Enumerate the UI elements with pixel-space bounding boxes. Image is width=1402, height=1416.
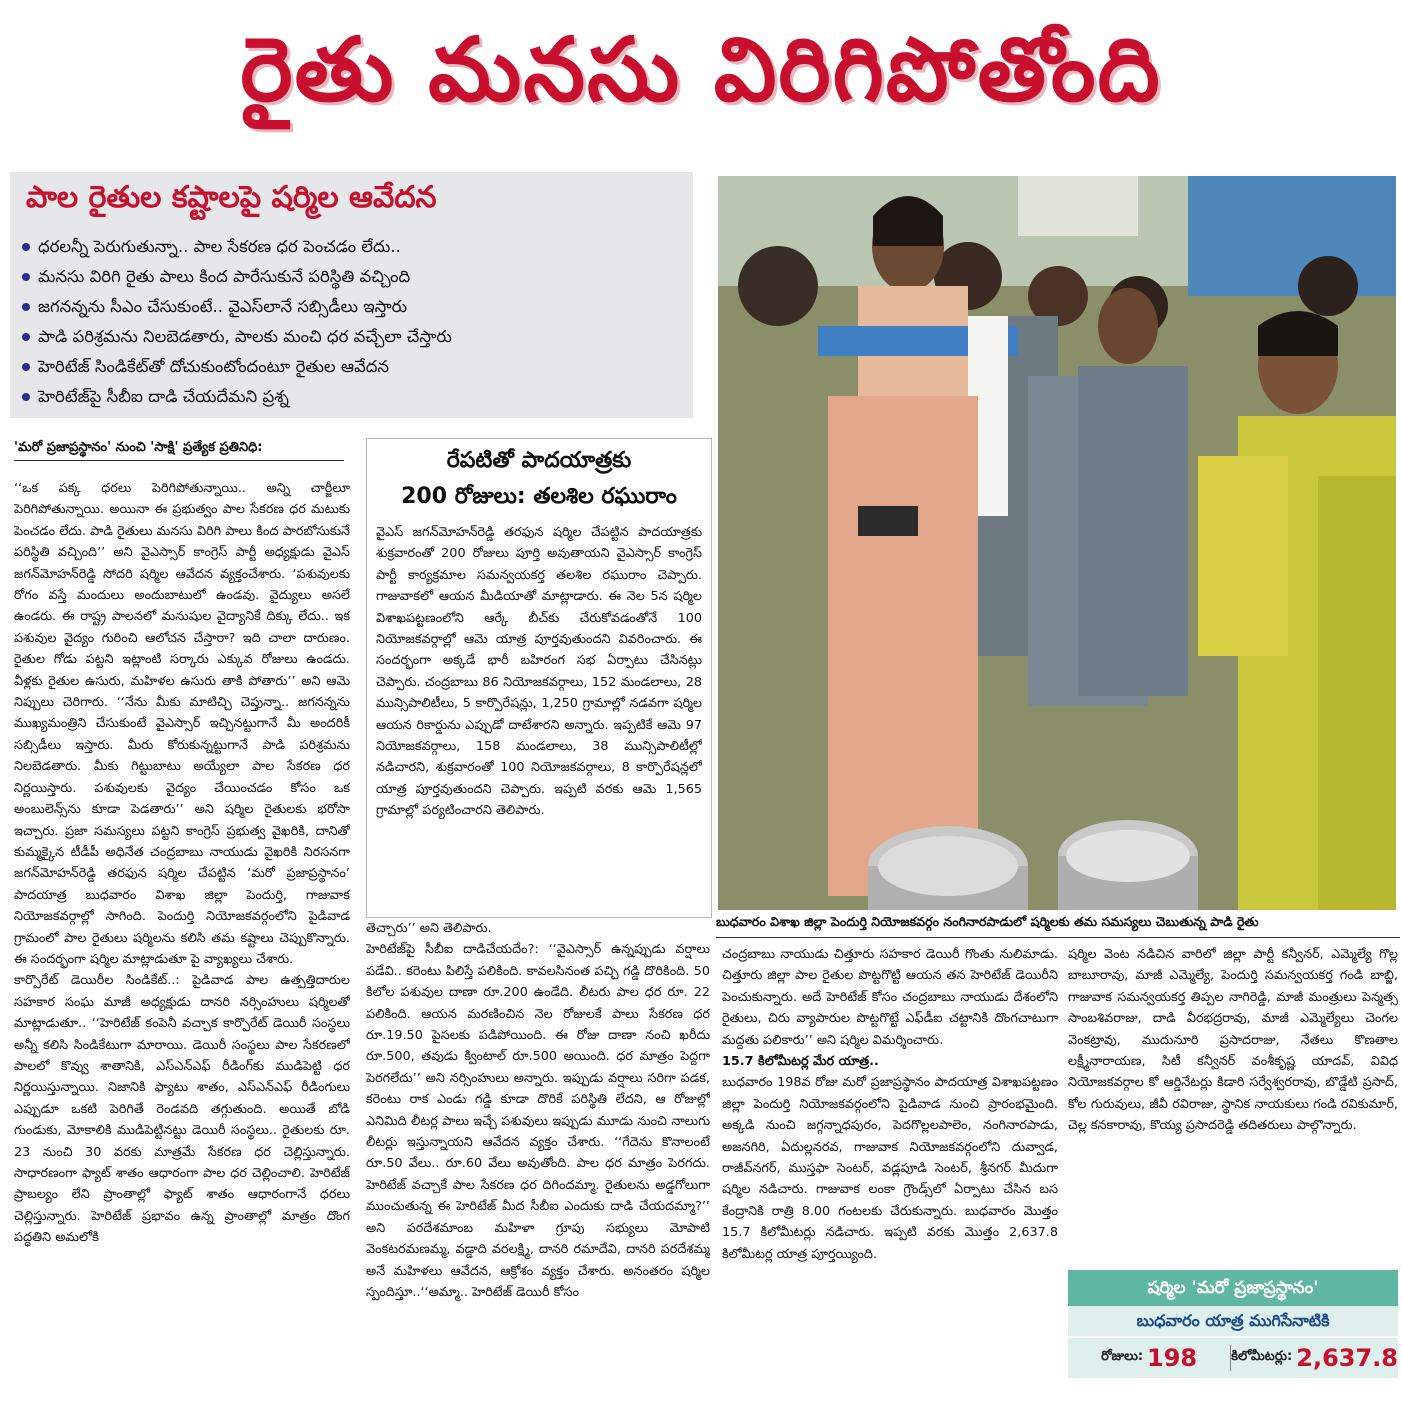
bullet-item: జగనన్నను సీఎం చేసుకుంటే.. వైఎస్‌లానే సబ్సిడీలు ఇస్తారు [18,292,688,322]
bullet-icon [22,273,30,281]
paragraph: షర్మిల వెంట నడిచిన వారిలో జిల్లా పార్టీ కన్వీనర్, ఎమ్మెల్యే గొల్ల బాబూరావు, మాజీ ఎమ్మెల్యే, పెందుర్తి సమన్వయకర్త గండి బాబ్జి, గాజువాక సమన్వయకర్త తిప్పల నాగిరెడ్డి, మాజీ మంత్రులు పెన్మత్స సాంబశివరాజు, దాడి వీరభద్రరావు, మాజీ ఎమ్మెల్యేలు చెంగల వెంకట్రావు, ముదునూరి ప్రసాదరాజు, నేతలు కొణతాల లక్ష్మీనారాయణ, సిటీ కన్వీనర్ వంశీకృష్ణ యాదవ్, వివిధ నియోజకవర్గాల కో ఆర్డినేటర్లు కిడారి సర్వేశ్వరరావు, బొడ్డేటి ప్రసాద్, కోల గురువులు, జీవీ రవిరాజు, స్థానిక నాయకులు గండి రవికుమార్, చెల్ల కనకారావు, కొయ్య ప్రసాదరెడ్డి తదితరులు పాల్గొన్నారు. [1068,947,1398,1134]
bullet-icon [22,363,30,371]
news-photo [718,176,1396,910]
bullet-icon [22,333,30,341]
days-stat: రోజులు: 198 [1101,1344,1198,1372]
paragraph: హెరిటేజ్‌పై సీబీఐ దాడిచేయదేం?: ‘‘వైఎస్సార్ ఉన్నప్పుడు వర్షాలు పడేవి.. కరెంటు పిలిస్తే పలికింది. కావలసినంత పచ్చి గడ్డి దొరికింది. 50 కిలోల పశువుల దాణా రూ.200 ఉండేది. లీటరు పాల ధర రూ. 22 పలికింది. ఆయన మరణించిన నెల రోజులకే పాలు సేకరణ ధర రూ.19.50 పైసలకు పడిపోయింది. ఈ రోజు దాణా నంచి ఖరీదు రూ.500, తవుడు క్వింటాల్ రూ.500 అయింది. ధర మాత్రం పెద్దగా పెరగలేదు’’ అని నర్సింహులు అన్నారు. ఇప్పుడు వర్షాలు సరిగా పడక, కరెంటు రాక ఎండు గడ్డి కూడా దొరికే పరిస్థితి లేదని, ఆ రోజుల్లో ఎనిమిది లీటర్ల పాలు ఇచ్చే పశువులు ఇప్పుడు మూడు నుంచి నాలుగు లీటర్లు ఇస్తున్నాయని ఆవేదన వ్యక్తం చేశారు. ‘‘గేదెను కొనాలంటే రూ.50 వేలు.. రూ.60 వేలు అవుతోంది. పాల ధర మాత్రం పెరగదు. హెరిటేజ్ వచ్చాకే పాల సేకరణ ధర దిగిందమ్మా. రైతులను అడ్డగోలుగా ముంచుతున్న ఈ హెరిటేజ్ మీద సీబీఐ ఎందుకు దాడి చేయదమ్మా?’’ అని పరదేశమాంబ మహిళా గ్రూపు సభ్యులు మోపాటి వెంకటరమణమ్మ, వడ్డాది వరలక్ష్మి, దానరి రమాదేవి, దానరి పరదేశమ్మ అనే మహిళలు ఆవేదన, ఆక్రోశం వ్యక్తం చేశారు. అనంతరం షర్మిల స్పందిస్తూ..‘‘అమ్మా.. హెరిటేజ్ డెయిరీ కోసం [366,942,710,1300]
article-column-3 [722,944,1058,1410]
bullet-icon [22,243,30,251]
infobox-subtitle: బుధవారం యాత్ర ముగిసేనాటికి [1068,1306,1398,1336]
paragraph: బుధవారం 198వ రోజు మరో ప్రజాప్రస్థానం పాదయాత్ర విశాఖపట్టణం జిల్లా పెందుర్తి నియోజకవర్గంలోని పైడివాడ నుంచి ప్రారంభమైంది. అక్కడి నుంచి జగ్గన్నాధపురం, పెదగొల్లలపాలెం, నంగినారపాడు, అజనగిరి, ఏదుల్లనరవ, గాజువాక నియోజకవర్గంలోని దువ్వాడ, రాజీవ్‌నగర్, ముస్తఫా సెంటర్, వడ్లపూడి సెంటర్, శ్రీనగర్ మీదుగా షర్మిల నడిచారు. గాజువాక లంకా గ్రౌండ్స్‌లో ఏర్పాటు చేసిన బస కేంద్రానికి రాత్రి 8.00 గంటలకు చేరుకున్నారు. బుధవారం మొత్తం 15.7 కిలోమీటర్లు నడిచారు. ఇప్పటి వరకు మొత్తం 2,637.8 కిలోమీటర్ల యాత్ర పూర్తయ్యింది. [722,1075,1058,1262]
headline-text: రైతు మనసు విరిగిపోతోంది [240,17,1162,121]
paragraph: తెచ్చారు’’ అని తెలిపారు. [366,921,492,936]
infobox-title: షర్మిల 'మరో ప్రజాప్రస్థానం' [1068,1270,1398,1306]
article-column-1 [14,478,350,1410]
byline: 'మరో ప్రజాప్రస్థానం' నుంచి 'సాక్షి' ప్రత్యేక ప్రతినిధి: [14,440,344,461]
headline [0,0,1402,160]
sidebar-text: వైఎస్ జగన్‌మోహన్‌రెడ్డి తరఫున షర్మిల చేపట్టిన పాదయాత్రకు శుక్రవారంతో 200 రోజులు పూర్తి అవుతాయని వైఎస్సార్ కాంగ్రెస్ పార్టీ కార్యక్రమాల సమన్వయకర్త తలశిల రఘురాం చెప్పారు. గాజువాకలో ఆయన మీడియాతో మాట్లాడారు. ఈ నెల 5న షర్మిల విశాఖపట్టణంలోని ఆర్కే బీచ్‌కు చేరుకోవడంతోనే 100 నియోజకవర్గాల్లో ఆమె యాత్ర పూర్తవుతుందని వివరించారు. ఈ సందర్భంగా అక్కడే భారీ బహిరంగ సభ ఏర్పాటు చేసినట్లు చెప్పారు. చంద్రబాబు 86 నియోజకవర్గాలు, 152 మండలాలు, 28 మున్సిపాలిటీలు, 5 కార్పొరేషన్లు, 1,250 గ్రామాల్లో నడవగా షర్మిల ఆయన రికార్డును ఎప్పుడో దాటేశారని అన్నారు. ఇప్పటికే ఆమె 97 నియోజకవర్గాలు, 158 మండలాలు, 38 మున్సిపాలిటీల్లో నడిచారని, శుక్రవారంతో 100 నియోజకవర్గాలు, 8 కార్పొరేషన్లలో యాత్ర పూర్తవుతుందని చెప్పారు. ఇప్పటి వరకు ఆమె 1,565 గ్రామాల్లో పర్యటించారని తెలిపారు. [376,525,702,819]
paragraph: ‘‘ఒక పక్క ధరలు పెరిగిపోతున్నాయి.. అన్ని చార్జీలూ పెరిగిపోతున్నాయి. అయినా ఈ ప్రభుత్వం పాల సేకరణ ధర మటుకు పెంచడం లేదు. పాడి రైతులు మనసు విరిగి పాలు కింద పారబోసుకునే పరిస్థితి వచ్చింది’’ అని వైఎస్సార్ కాంగ్రెస్ పార్టీ అధ్యక్షుడు వైఎస్ జగన్‌మోహన్‌రెడ్డి సోదరి షర్మిల ఆవేదన వ్యక్తంచేశారు. ‘పశువులకు రోగం వస్తే మందులు అందుబాటులో ఉండవు. వైద్యులు అసలే ఉండరు. ఈ రాష్ట్ర పాలనలో మనుషుల వైద్యానికే దిక్కు లేదు.. ఇక పశువుల వైద్యం గురించి ఆలోచన చేస్తారా? ఇది చాలా దారుణం. రైతుల గోడు పట్టని ఇట్లాంటి సర్కారు ఎక్కువ రోజులు ఉండదు. వీళ్లకు రైతుల ఉసురు, మహిళల ఉసురు తాకి పోతారు’’ అని ఆమె నిప్పులు చెరిగారు. ‘‘నేను మీకు మాటిచ్చి చెప్తున్నా.. జగనన్నను ముఖ్యమంత్రిని చేసుకుంటే వైఎస్సార్ ఇచ్చినట్టుగానే మీ అందరికీ సబ్సిడీలు ఇస్తారు. మీరు కోరుకున్నట్టుగానే పాడి పరిశ్రమను నిలబెడతారు. మీకు గిట్టుబాటు అయ్యేలా పాల సేకరణ ధర నిర్ణయిస్తారు. పశువులకు వైద్యం చేయించడం కోసం ఒక అంబులెన్స్‌ను కూడా పెడతారు’’ అని షర్మిల రైతులకు భరోసా ఇచ్చారు. ప్రజా సమస్యలు పట్టని కాంగ్రెస్ ప్రభుత్వ వైఖరికి, దానితో కుమ్మక్కైన టీడీపీ అధినేత చంద్రబాబు నాయుడు వైఖరికి నిరసనగా జగన్‌మోహన్‌రెడ్డి తరఫున షర్మిల చేపట్టిన ‘మరో ప్రజాప్రస్థానం’ పాదయాత్ర బుధవారం విశాఖ జిల్లా పెందుర్తి, గాజువాక నియోజకవర్గాల్లో సాగింది. పెందుర్తి నియోజకవర్గంలోని పైడివాడ గ్రామంలో పాల రైతులు షర్మిలను కలిసి తమ కష్టాలు చెప్పుకొన్నారు. ఈ సందర్భంగా షర్మిల మాట్లాడుతూ పై వ్యాఖ్యలు చేశారు. [14,481,350,967]
bullet-item: ధరలన్నీ పెరుగుతున్నా.. పాల సేకరణ ధర పెంచడం లేదు.. [18,232,688,262]
infobox-stats [1068,1338,1398,1378]
section-heading: 15.7 కిలోమీటర్ల మేర యాత్ర.. [722,1054,879,1070]
bullet-list [18,232,688,412]
bullet-item: పాడి పరిశ్రమను నిలబెడతారు, పాలకు మంచి ధర వచ్చేలా చేస్తారు [18,322,688,352]
sidebar-title-2: 200 రోజులు: తలశిల రఘురాం [401,484,677,509]
subheadline: పాల రైతుల కష్టాలపై షర్మిల ఆవేదన [26,180,437,215]
bullet-icon [22,303,30,311]
photo-illustration [718,176,1396,910]
sidebar-title-1: రేపటితో పాదయాత్రకు [446,448,632,473]
bullet-icon [22,393,30,401]
article-column-2 [366,918,710,1410]
paragraph: కార్పొరేట్ డెయిరీల సిండికేట్..: పైడివాడ పాల ఉత్పత్తిదారుల సహకార సంఘ మాజీ అధ్యక్షుడు దానరి నర్సింహులు షర్మిలతో మాట్లాడుతూ.. ‘‘హెరిటేజ్ కంపెనీ వచ్చాక కార్పొరేట్ డెయిరీ సంస్థలు అన్నీ కలిసి సిండికేటుగా మారాయి. డెయిరీ సంస్థలు పాల సేకరణలో పాలలో కొవ్వు శాతానికి, ఎస్ఎన్ఎఫ్ రీడింగ్‌కు ముడిపెట్టి ధర నిర్ణయిస్తున్నాయి. నిజానికి ఫ్యాటు శాతం, ఎస్ఎన్ఎఫ్ రీడింగులు ఎప్పుడూ ఒకటి పెరిగితే రెండవది తగ్గుతుంది. అయితే బోడి గుండుకు, మోకాలికి ముడిపెట్టినట్టు డెయిరీ సంస్థలు.. రైతులకు రూ. 23 నుంచి 30 వరకు మాత్రమే సేకరణ ధర చెల్లిస్తున్నారు. సాధారణంగా ఫ్యాట్ శాతం ఆధారంగా పాల ధర చెల్లించాలి. హెరిటేజ్ ప్రాబల్యం లేని ప్రాంతాల్లో ఫ్యాట్ శాతం ఆధారంగానే ధరలు చెల్లిస్తున్నారు. హెరిటేజ్ ప్రభావం ఉన్న ప్రాంతాల్లో మాత్రం దొంగ పద్ధతిని అమలోకి [14,973,350,1246]
bullet-item: హెరిటేజ్‌పై సీబీఐ దాడి చేయదేమని ప్రశ్న [18,382,688,412]
bullet-item: మనసు విరిగి రైతు పాలు కింద పారేసుకునే పరిస్థితి వచ్చింది [18,262,688,292]
bullet-item: హెరిటేజ్ సిండికేట్‌తో దోచుకుంటోందంటూ రైతుల ఆవేదన [18,352,688,382]
paragraph: చంద్రబాబు నాయుడు చిత్తూరు సహకార డెయిరీ గొంతు నులిమాడు. చిత్తూరు జిల్లా పాల రైతుల పొట్టగొట్టి ఆయన తన హెరిటేజ్ డెయిరీని పెంచుకున్నారు. అదే హెరిటేజ్ కోసం చంద్రబాబు నాయుడు దేశంలోని రైతులు, చిరు వ్యాపారుల పొట్టగొట్టే ఎఫ్‌డీఐ చట్టానికి దొంగచాటుగా మద్దతు పలికారు’’ అని షర్మిల విమర్శించారు. [722,947,1058,1048]
photo-caption: బుధవారం విశాఖ జిల్లా పెందుర్తి నియోజకవర్గం నంగినారపాడులో షర్మిలకు తమ సమస్యలు చెబుతున్న పాడి రైతు [716,914,1400,938]
km-stat: కిలోమీటర్లు: 2,637.8 [1231,1344,1398,1372]
article-column-4 [1068,944,1398,1262]
